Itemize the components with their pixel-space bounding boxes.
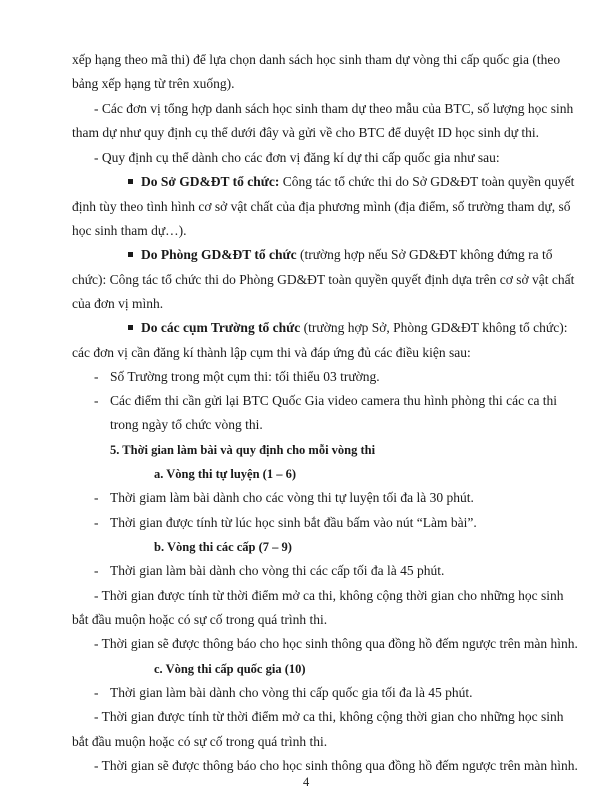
bullet-line: - Thời gian sẽ được thông báo cho học sinh thông qua đồng hồ đếm ngược trên màn hình. [94, 636, 578, 651]
dash-marker: - [94, 369, 99, 384]
paragraph-line: tham dự như quy định cụ thể dưới đây và gửi về cho BTC để duyệt ID học sinh dự thi. [72, 125, 540, 140]
item-heading: Do các cụm Trường tổ chức [141, 320, 301, 335]
item-heading: Do Sở GD&ĐT tổ chức: [141, 174, 280, 189]
square-bullet-item [128, 320, 567, 336]
list-item: Các điểm thi cần gửi lại BTC Quốc Gia video camera thu hình phòng thi các ca thi [110, 393, 558, 408]
item-text: (trường hợp Sở, Phòng GD&ĐT không tổ chức): [300, 320, 568, 335]
paragraph-line: định tùy theo tình hình cơ sở vật chất của địa phương mình (địa điểm, số trường tham dự, số [72, 199, 571, 214]
paragraph-line: bảng xếp hạng từ trên xuống). [72, 76, 235, 91]
item-heading: Do Phòng GD&ĐT tổ chức [141, 247, 297, 262]
square-bullet-icon [128, 325, 133, 330]
dash-marker: - [94, 393, 99, 408]
square-bullet-item [128, 174, 574, 190]
paragraph-line: xếp hạng theo mã thi) để lựa chọn danh sách học sinh tham dự vòng thi cấp quốc gia (theo [72, 52, 561, 67]
paragraph-line: chức): Công tác tổ chức thi do Phòng GD&ĐT toàn quyền quyết định dựa trên cơ sở vật chất [72, 272, 575, 287]
item-text: (trường hợp nếu Sở GD&ĐT không đứng ra tổ [296, 247, 553, 262]
paragraph-line: bắt đầu muộn hoặc có sự cố trong quá trình thi. [72, 612, 328, 627]
square-bullet-icon [128, 252, 133, 257]
list-item: Thời giam làm bài dành cho các vòng thi tự luyện tối đa là 30 phút. [110, 490, 474, 505]
list-item: Thời gian làm bài dành cho vòng thi cấp quốc gia tối đa là 45 phút. [110, 685, 473, 700]
dash-marker: - [94, 490, 99, 505]
bullet-line: - Quy định cụ thể dành cho các đơn vị đăng kí dự thi cấp quốc gia như sau: [94, 150, 500, 165]
paragraph-line: bắt đầu muộn hoặc có sự cố trong quá trình thi. [72, 734, 328, 749]
dash-marker: - [94, 515, 99, 530]
dash-marker: - [94, 563, 99, 578]
subsection-heading: a. Vòng thi tự luyện (1 – 6) [154, 467, 297, 481]
list-item: Thời gian được tính từ lúc học sinh bắt đầu bấm vào nút “Làm bài”. [110, 515, 477, 530]
square-bullet-item [128, 247, 553, 263]
bullet-line: - Thời gian được tính từ thời điểm mở ca thi, không cộng thời gian cho những học sinh [94, 709, 564, 724]
square-bullet-icon [128, 179, 133, 184]
subsection-heading: c. Vòng thi cấp quốc gia (10) [154, 662, 306, 676]
bullet-line: - Thời gian được tính từ thời điểm mở ca thi, không cộng thời gian cho những học sinh [94, 588, 564, 603]
list-item-continuation: trong ngày tổ chức vòng thi. [110, 417, 263, 432]
paragraph-line: học sinh tham dự…). [72, 223, 187, 238]
paragraph-line: của đơn vị mình. [72, 296, 164, 311]
bullet-line: - Các đơn vị tổng hợp danh sách học sinh tham dự theo mẫu của BTC, số lượng học sinh [94, 101, 574, 116]
list-item: Số Trường trong một cụm thi: tối thiểu 03 trường. [110, 369, 380, 384]
section-heading: 5. Thời gian làm bài và quy định cho mỗi vòng thi [110, 443, 376, 457]
dash-marker: - [94, 685, 99, 700]
page-number: 4 [303, 775, 310, 789]
list-item: Thời gian làm bài dành cho vòng thi các cấp tối đa là 45 phút. [110, 563, 445, 578]
item-text: Công tác tổ chức thi do Sở GD&ĐT toàn quyền quyết [279, 174, 575, 189]
subsection-heading: b. Vòng thi các cấp (7 – 9) [154, 540, 292, 554]
paragraph-line: các đơn vị cần đăng kí thành lập cụm thi và đáp ứng đủ các điều kiện sau: [72, 345, 471, 360]
bullet-line: - Thời gian sẽ được thông báo cho học sinh thông qua đồng hồ đếm ngược trên màn hình. [94, 758, 578, 773]
